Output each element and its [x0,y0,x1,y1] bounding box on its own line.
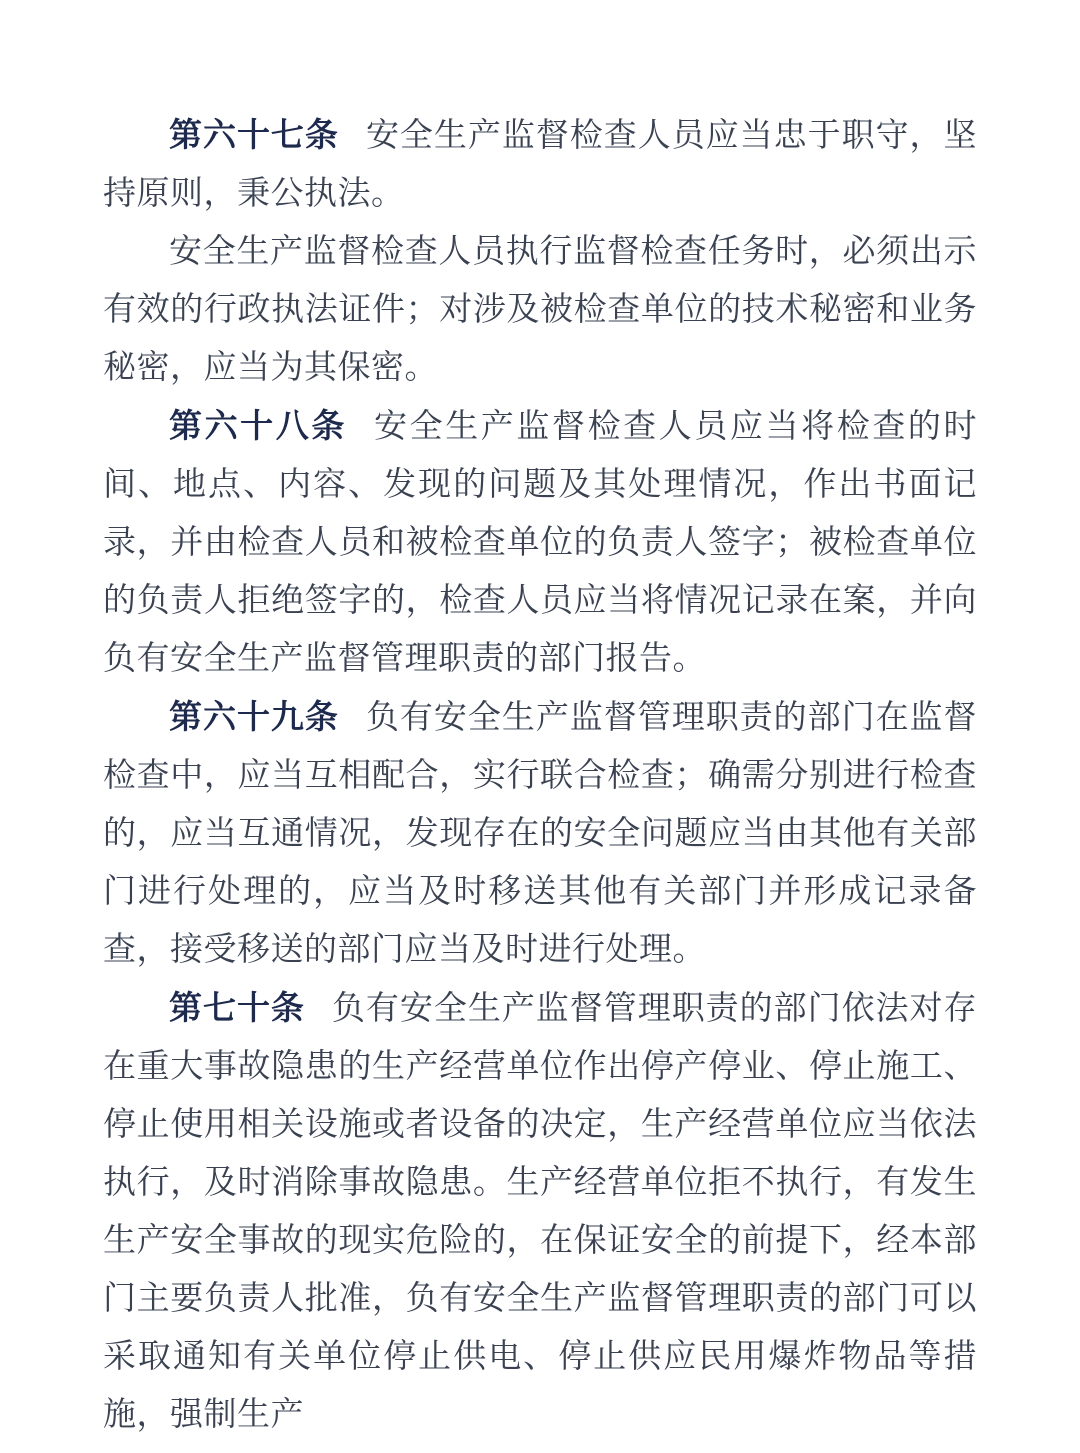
article-number: 第六十七条 [169,116,339,153]
paragraph [103,397,977,688]
paragraph-text: 安全生产监督检查人员应当将检查的时间、地点、内容、发现的问题及其处理情况，作出书面记录，并由检查人员和被检查单位的负责人签字；被检查单位的负责人拒绝签字的，检查人员应当将情况记录在案，并向负有安全生产监督管理职责的部门报告。 [103,409,978,677]
article-number: 第六十八条 [169,407,347,444]
article-number: 第七十条 [169,989,305,1026]
document-body [103,106,977,1444]
paragraph-text: 负有安全生产监督管理职责的部门在监督检查中，应当互相配合，实行联合检查；确需分别进行检查的，应当互通情况，发现存在的安全问题应当由其他有关部门进行处理的，应当及时移送其他有关部门并形成记录备查，接受移送的部门应当及时进行处理。 [103,700,978,968]
paragraph [103,979,977,1444]
paragraph [103,106,977,223]
paragraph [103,688,977,979]
paragraph [103,223,977,397]
paragraph-text: 负有安全生产监督管理职责的部门依法对存在重大事故隐患的生产经营单位作出停产停业、停止施工、停止使用相关设施或者设备的决定，生产经营单位应当依法执行，及时消除事故隐患。生产经营单位拒不执行，有发生生产安全事故的现实危险的，在保证安全的前提下，经本部门主要负责人批准，负有安全生产监督管理职责的部门可以采取通知有关单位停止供电、停止供应民用爆炸物品等措施，强制生产 [103,991,978,1433]
paragraph-text: 安全生产监督检查人员应当忠于职守，坚持原则，秉公执法。 [103,118,978,212]
article-number: 第六十九条 [169,698,339,735]
paragraph-text: 安全生产监督检查人员执行监督检查任务时，必须出示有效的行政执法证件；对涉及被检查单位的技术秘密和业务秘密，应当为其保密。 [103,234,977,386]
